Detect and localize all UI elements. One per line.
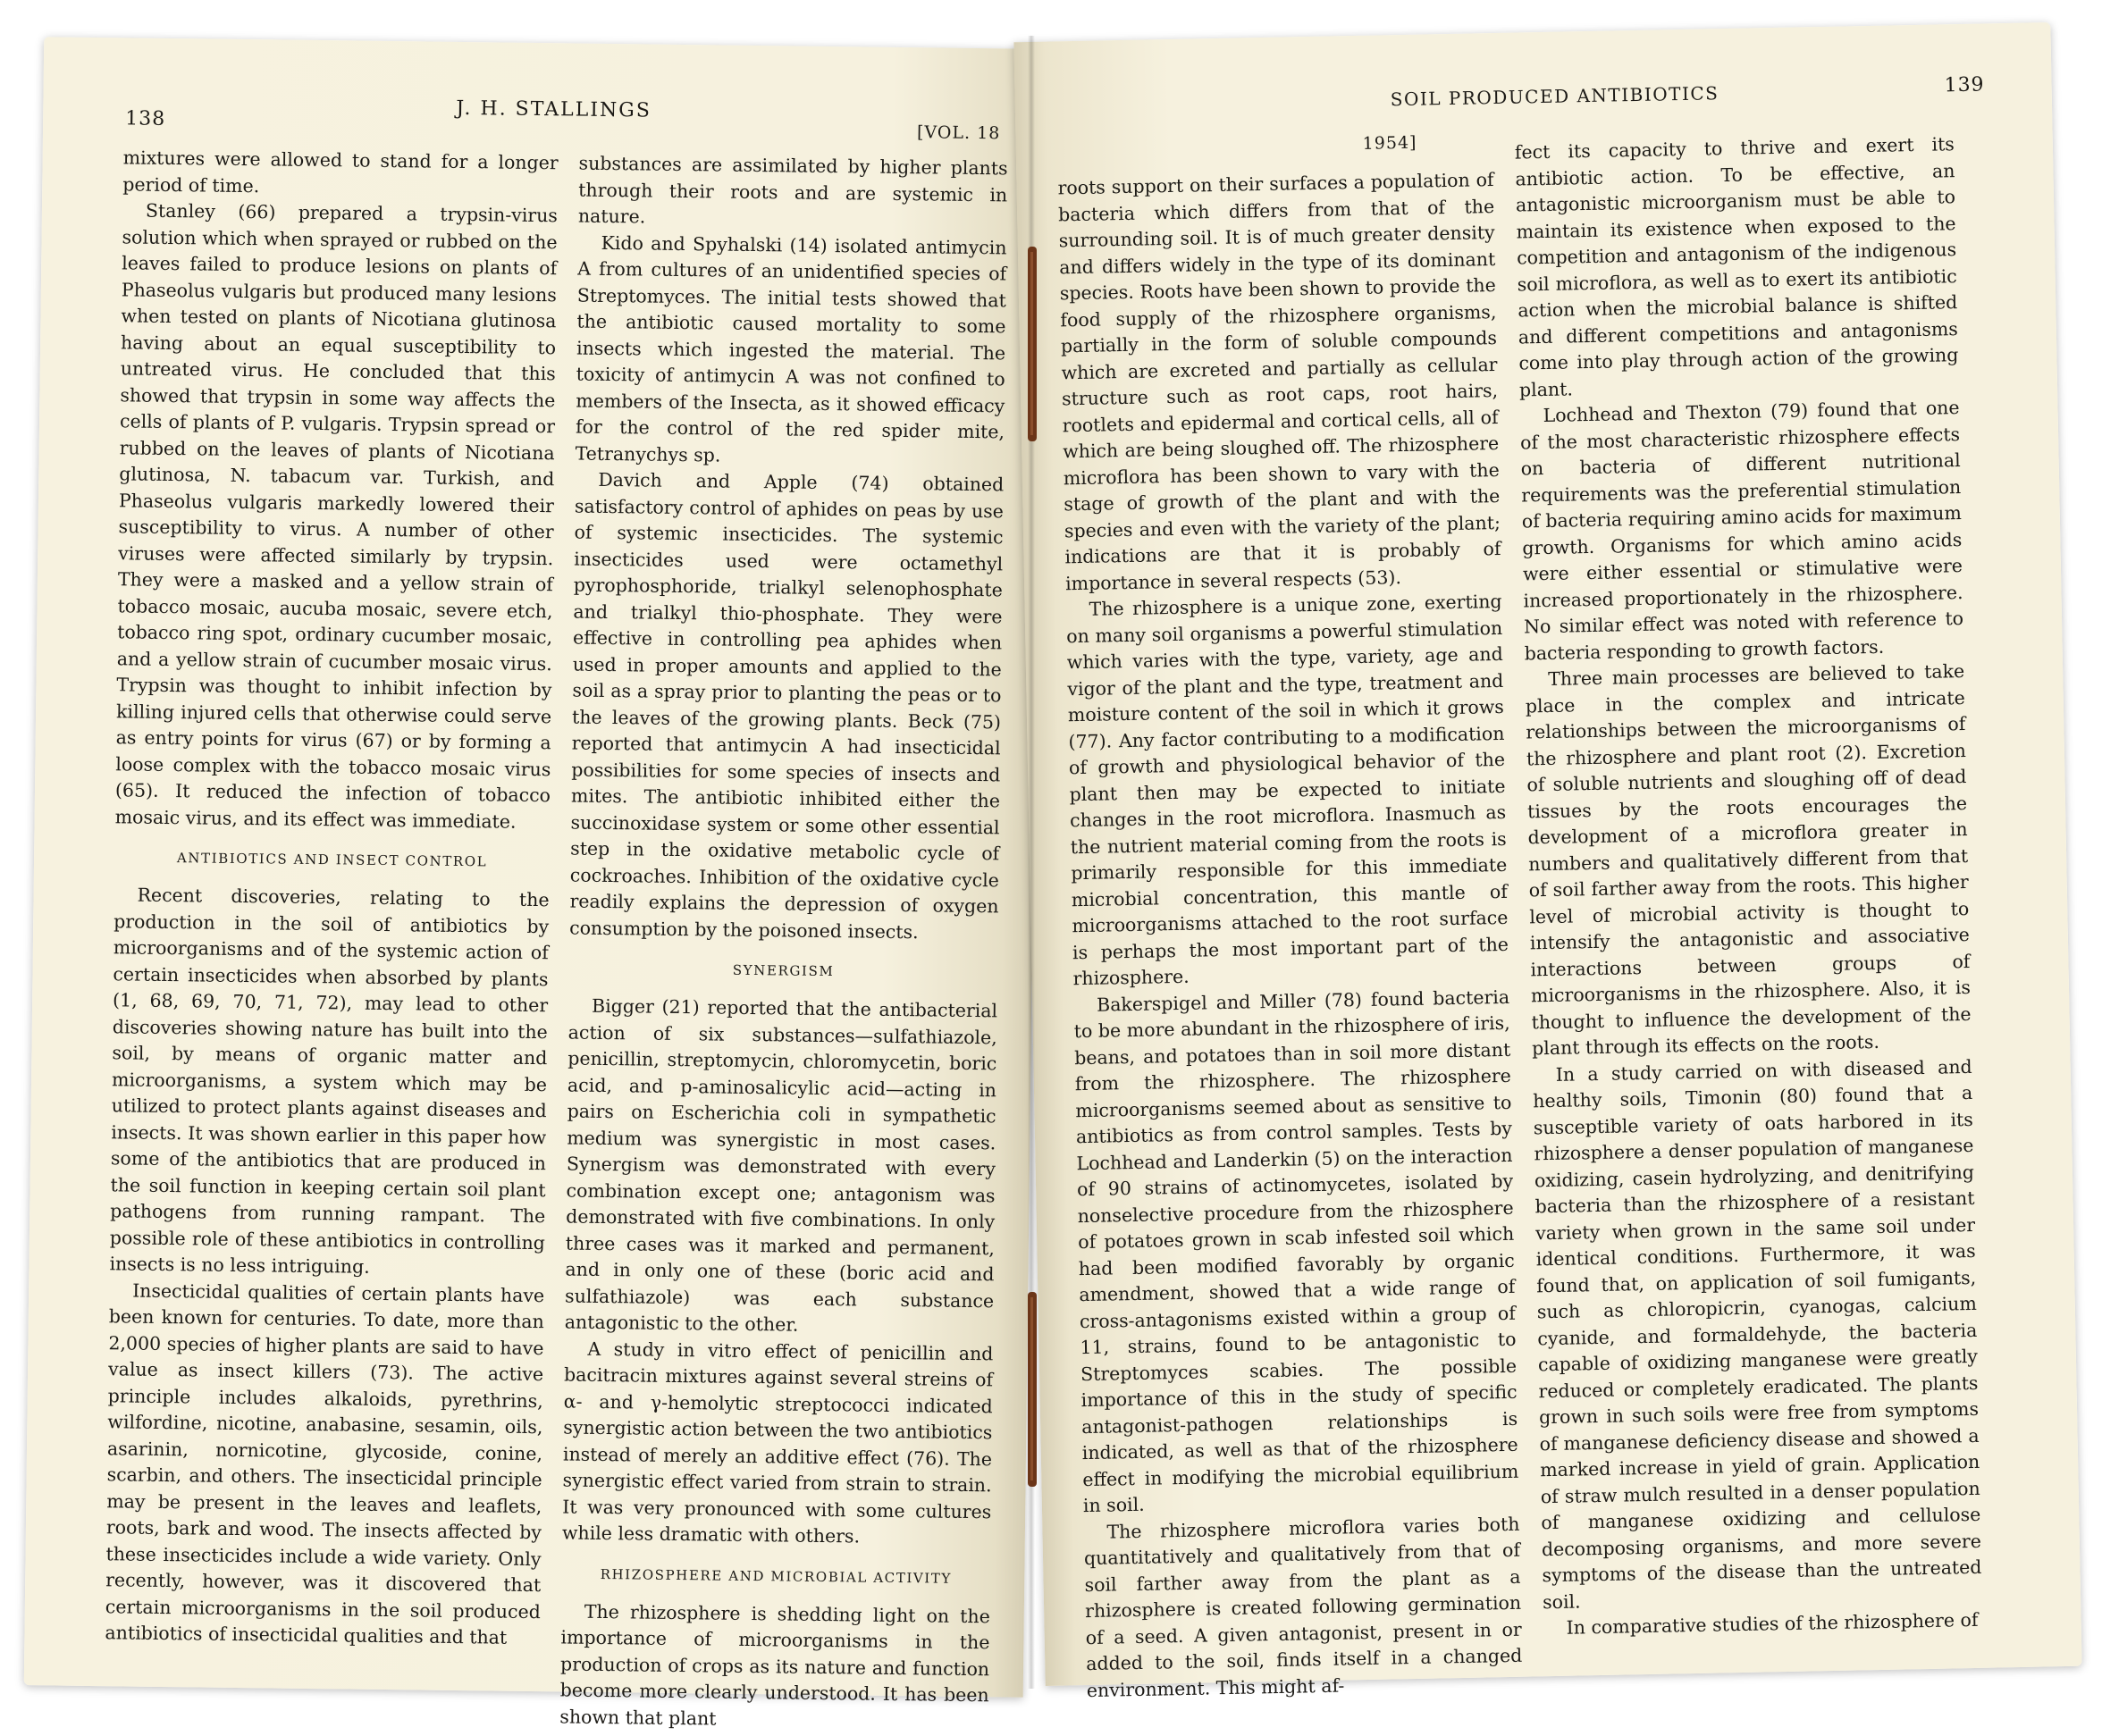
section-heading: SYNERGISM (732, 961, 835, 980)
paragraph: Lochhead and Thexton (79) found that one of the most characteristic rhizosphere effects on bacteria of different nutritional requirements was the preferential stimulation of bacteria requiring amino acids for maximum growth. Organisms for which amino acids were either essential or stimulative were increased proportionately in the rhizosphere. No similar effect was noted with reference to bacteria responding to growth factors. (1519, 397, 1964, 664)
section-heading: RHIZOSPHERE AND MICROBIAL ACTIVITY (600, 1565, 953, 1587)
paragraph: mixtures were allowed to stand for a longer period of time. (122, 147, 559, 197)
staple-top-icon (1019, 241, 1047, 447)
paragraph: substances are assimilated by higher plants through their roots and are systemic in nature. (577, 152, 1008, 228)
running-head-author: J. H. STALLINGS (456, 96, 652, 122)
paragraph: In comparative studies of the rhizosphere of (1566, 1608, 1979, 1639)
section-heading: ANTIBIOTICS AND INSECT CONTROL (176, 850, 488, 870)
paragraph: Three main processes are believed to take place in the complex and intricate relationships between the microorganisms of the rhizosphere and plant root (2). Excretion of soluble nutrients and sloughing off of dead tissues by the roots encourages the development of a microflora greater in numbers and qualitatively different from that of soil farther away from the roots. This higher level of microbial activity is thought to intensify the antagonistic and associative interactions between groups of microorganisms in the rhizosphere. Also, it is thought to influence the development of the plant through its effects on the roots. (1525, 660, 1972, 1060)
staple-bottom-icon (1019, 1287, 1047, 1492)
right-page-column-1 (1057, 167, 1523, 1704)
left-page-column-1 (105, 145, 558, 1651)
paragraph: The rhizosphere is shedding light on the importance of microorganisms in the production of crops as its nature and function become more clearly understood. It has been shown that plant (559, 1600, 990, 1730)
running-head-title: SOIL PRODUCED ANTIBIOTICS (1390, 82, 1719, 111)
paragraph: Bakerspigel and Miller (78) found bacteria to be more abundant in the rhizosphere of iris, beans, and potatoes than in soil more distant from the rhizosphere. The rhizosphere microorganisms seemed about as sensitive to antibiotics as from control samples. Tests by Lochhead and Landerkin (5) on the interaction of 90 strains of actinomycetes, isolated by nonselective procedure from the rhizosphere of potatoes grown in scab infested soil which had been modified favorably by organic amendment, showed that a wide range of cross-antagonisms existed within a group of 11, strains, found to be antagonistic to Streptomyces scabies. The possible importance of this in the study of specific antagonist-pathogen relationships is indicated, as well as that of the rhizosphere effect in modifying the microbial equilibrium in soil. (1073, 985, 1519, 1517)
paragraph: Stanley (66) prepared a trypsin-virus solution which when sprayed or rubbed on the leaves failed to produce lesions on plants of Phaseolus vulgaris but produced many lesions when tested on plants of Nicotiana glutinosa having about an equal susceptibility to untreated virus. He concluded that this showed that trypsin in some way affects the cells of plants of P. vulgaris. Trypsin spread or rubbed on the leaves of plants of Nicotiana glutinosa, N. tabacum var. Turkish, and Phaseolus vulgaris markedly lowered their susceptibility to virus. A number of other viruses were affected similarly by trypsin. They were a masked and a yellow strain of tobacco mosaic, aucuba mosaic, severe etch, tobacco ring spot, ordinary cucumber mosaic, and a yellow strain of cucumber mosaic virus. Trypsin was thought to inhibit infection by killing injured cells that otherwise could serve as entry points for virus (67) or by forming a loose complex with the tobacco mosaic virus (65). It reduced the infection of tobacco mosaic virus, and its effect was immediate. (114, 199, 559, 833)
paragraph: fect its capacity to thrive and exert its antibiotic action. To be effective, an antagonistic microorganism must be able to maintain its existence when exposed to the competition and antagonism of the indigenous soil microflora, as well as to exert its antibiotic action when the microbial balance is shifted and different competitions and antagonisms come into play through action of the growing plant. (1514, 133, 1959, 401)
left-page-column-2 (559, 151, 1008, 1736)
paragraph: The rhizosphere is a unique zone, exerting on many soil organisms a powerful stimulation which varies with the type, variety, age and vigor of the plant and the type, treatment and moisture content of the soil in which it grows (77). Any factor contributing to a modification of growth and physiological behavior of the plant then may be expected to initiate changes in the root microflora. Inasmuch as the nutrient material coming from the roots is primarily responsible for this immediate microbial concentration, this mantle of microorganisms attached to the root surface is perhaps the most important part of the rhizosphere. (1065, 590, 1509, 990)
paragraph: The rhizosphere microflora varies both quantitatively and qualitatively from that of soil farther away from the plant as a rhizosphere is created following germination of a seed. A given antagonist, present in or added to the soil, finds itself in a changed environment. This might af- (1083, 1513, 1523, 1701)
page-number-right: 139 (1944, 73, 1985, 97)
paragraph: Kido and Spyhalski (14) isolated antimycin A from cultures of an unidentified species of Streptomyces. The initial tests showed that the antibiotic caused mortality to some insects which ingested the material. The toxicity of antimycin A was not confined to members of the Insecta, as it showed efficacy for the control of the red spider mite, Tetranychys sp. (575, 231, 1007, 466)
page-number-left: 138 (125, 107, 166, 130)
year-label: 1954] (1362, 132, 1417, 154)
volume-label: [VOL. 18 (916, 122, 1001, 144)
paragraph: Recent discoveries, relating to the production in the soil of antibiotics by microorganisms and of the systemic action of certain insecticides when absorbed by plants (1, 68, 69, 70, 71, 72), may lead to other discoveries showing nature has built into the soil, by means of organic matter and microorganisms, a system which may be utilized to protect plants against diseases and insects. It was shown earlier in this paper how some of the antibiotics that are produced in the soil function in keeping certain soil plant pathogens from running rampant. The possible role of these antibiotics in controlling insects is no less intriguing. (109, 884, 550, 1278)
paragraph: In a study carried on with diseased and healthy soils, Timonin (80) found that a susceptible variety of oats harbored in its rhizosphere a denser population of manganese oxidizing, casein hydrolyzing, and denitrifying bacteria than the rhizosphere of a resistant variety when grown in the same soil under identical conditions. Furthermore, it was found that, on application of soil fumigants, such as chloropicrin, cyanogas, calcium cyanide, and formaldehyde, the bacteria capable of oxidizing manganese were greatly reduced or completely eradicated. The plants grown in such soils were free from symptoms of manganese deficiency disease and showed a marked increase in yield of grain. Application of straw mulch resulted in a denser population of manganese oxidizing and cellulose decomposing organisms, and more severe symptoms of the disease than the untreated soil. (1533, 1055, 1982, 1613)
paragraph: Bigger (21) reported that the antibacterial action of six substances—sulfathiazole, penicillin, streptomycin, chloromycetin, boric acid, and p-aminosalicylic acid—acting in pairs on Escherichia coli in sympathetic medium was synergistic in most cases. Synergism was demonstrated with every combination except one; antagonism was demonstrated with five combinations. In only three cases was it marked and permanent, and in only one of these (boric acid and sulfathiazole) was each substance antagonistic to the other. (564, 994, 998, 1336)
right-page (1013, 22, 2081, 1701)
left-page (24, 37, 1043, 1730)
paragraph: Davich and Apple (74) obtained satisfactory control of aphides on peas by use of systemic insecticides. The systemic insecticides used were octamethyl pyrophosphoride, trialkyl selenophosphate and trialkyl thio-phosphate. They were effective in controlling pea aphides when used in proper amounts and applied to the soil as a spray prior to planting the peas or to the leaves of the growing plants. Beck (75) reported that antimycin A had insecticidal possibilities for some species of insects and mites. The antibiotic inhibited either the succinoxidase system or some other essential step in the oxidative metabolic cycle of cockroaches. Inhibition of the oxidative cycle readily explains the depression of oxygen consumption by the poisoned insects. (569, 468, 1005, 943)
right-page-column-2 (1515, 131, 1983, 1642)
paragraph: Insecticidal qualities of certain plants have been known for centuries. To date, more than 2,000 species of higher plants are said to have value as insect killers (73). The active principle includes alkaloids, pyrethrins, wilfordine, nicotine, anabasine, sesamin, oils, asarinin, nornicotine, glycoside, conine, scarbin, and others. The insecticidal principle may be present in the leaves and leaflets, roots, bark and wood. The insects affected by these insecticides include a wide variety. Only recently, however, was it discovered that certain microorganisms in the soil produced antibiotics of insecticidal qualities and that (105, 1279, 545, 1648)
paragraph: roots support on their surfaces a population of bacteria which differs from that of the surrounding soil. It is of much greater density and differs widely in the type of its dominant species. Roots have been shown to provide the food supply of the rhizosphere organisms, partially in the form of soluble compounds which are excreted and partially as cellular structure such as root caps, root hairs, rootlets and epidermal and cortical cells, all of which are being sloughed off. The rhizosphere microflora has been shown to vary with the stage of growth of the plant and with the species and even with the variety of the plant; indications are that it is probably of importance in several respects (53). (1057, 169, 1501, 594)
paragraph: A study in vitro effect of penicillin and bacitracin mixtures against several streins of α- and γ-hemolytic streptococci indicated synergistic action between the two antibiotics instead of merely an additive effect (76). The synergistic effect varied from strain to strain. It was very pronounced with some cultures while less dramatic with others. (561, 1338, 994, 1547)
